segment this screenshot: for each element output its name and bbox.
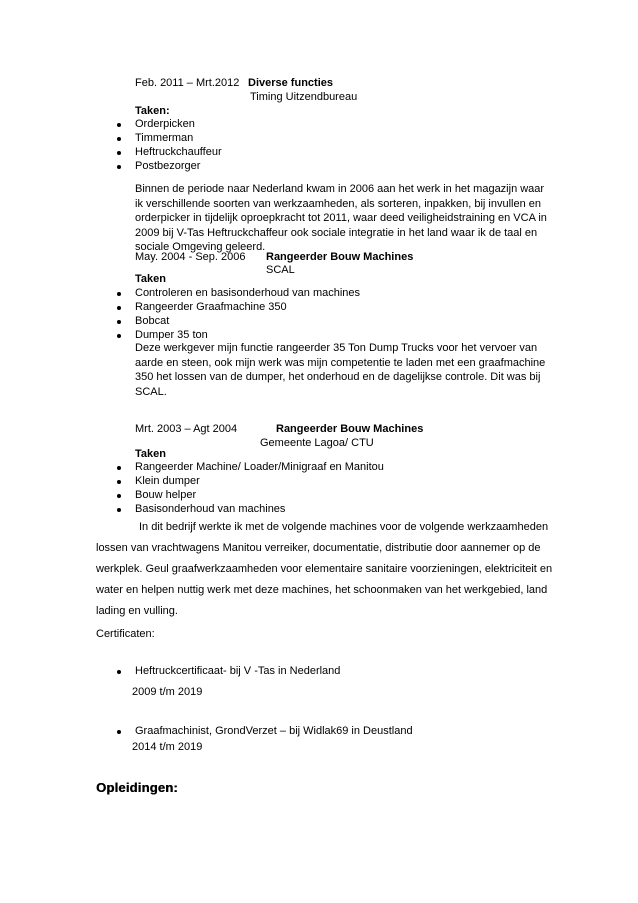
job-2-task: Controleren en basisonderhoud van machines (135, 287, 361, 299)
description-line: SCAL. (135, 385, 167, 398)
bullet-icon (117, 670, 121, 674)
job-3-task: Rangeerder Machine/ Loader/Minigraaf en Manitou (135, 461, 384, 473)
description-line: aarde en steen, ook mijn werk was mijn competentie te laden met een graafmachine (135, 356, 546, 369)
job-2-task: Bobcat (135, 315, 170, 327)
bullet-icon (117, 320, 121, 324)
job-2-title: Rangeerder Bouw Machines (266, 251, 414, 263)
bullet-icon (117, 123, 121, 127)
job-2-period: May. 2004 - Sep. 2006 (135, 251, 246, 263)
job-3-description (96, 538, 552, 622)
job-2-employer: SCAL (266, 264, 295, 276)
job-1-task: Orderpicken (135, 118, 195, 130)
education-heading: Opleidingen: (96, 780, 178, 795)
bullet-icon (117, 151, 121, 155)
job-1-task: Heftruckchauffeur (135, 146, 222, 158)
job-3-description-first-line: In dit bedrijf werkte ik met de volgende machines voor de volgende werkzaamheden (139, 521, 549, 533)
job-2-task: Rangeerder Graafmachine 350 (135, 301, 287, 313)
description-line: 2009 bij V-Tas Heftruckchaffeur ook sociale integratie in het land waar ik de taal en (135, 226, 538, 239)
description-line: ik verschillende soorten van werkzaamheden, als sorteren, inpakken, bij invullen en (135, 197, 542, 210)
job-3-task: Basisonderhoud van machines (135, 503, 286, 515)
job-3-task: Klein dumper (135, 475, 200, 487)
bullet-icon (117, 165, 121, 169)
bullet-icon (117, 480, 121, 484)
certificate-period: 2014 t/m 2019 (132, 741, 203, 753)
job-1-task: Timmerman (135, 132, 194, 144)
job-3-employer: Gemeente Lagoa/ CTU (260, 437, 374, 449)
job-1-task: Postbezorger (135, 160, 201, 172)
bullet-icon (117, 508, 121, 512)
description-line: werkplek. Geul graafwerkzaamheden voor elementaire sanitaire voorzieningen, elektriciteit en (96, 563, 553, 575)
bullet-icon (117, 292, 121, 296)
job-2-tasks-label: Taken (135, 273, 166, 285)
job-1-employer: Timing Uitzendbureau (250, 91, 358, 103)
job-1-title: Diverse functies (248, 77, 333, 89)
bullet-icon (117, 137, 121, 141)
bullet-icon (117, 466, 121, 470)
description-line: lossen van vrachtwagens Manitou verreiker, documentatie, distributie door aannemer op de (96, 542, 541, 554)
description-line: lading en vulling. (96, 605, 178, 617)
job-3-tasks-label: Taken (135, 448, 166, 460)
certificate-name: Graafmachinist, GrondVerzet – bij Widlak69 in Deustland (135, 725, 413, 737)
job-1-tasks-label: Taken: (135, 105, 170, 117)
certificate-period: 2009 t/m 2019 (132, 686, 203, 698)
description-line: 350 het lossen van de dumper, het onderhoud en de dagelijkse controle. Dit was bij (135, 371, 541, 383)
job-3-task: Bouw helper (135, 489, 197, 501)
description-line: water en helpen nuttig werk met deze machines, het schoonmaken van het werkgebied, land (96, 584, 548, 596)
description-line: Binnen de periode naar Nederland kwam in 2006 aan het werk in het magazijn waar (135, 183, 545, 195)
description-line: Deze werkgever mijn functie rangeerder 35 Ton Dump Trucks voor het vervoer van (135, 342, 538, 354)
job-3-period: Mrt. 2003 – Agt 2004 (135, 423, 238, 435)
job-2-task: Dumper 35 ton (135, 329, 208, 341)
job-3-title: Rangeerder Bouw Machines (276, 423, 424, 435)
certificates-heading: Certificaten: (96, 628, 155, 640)
job-1-description (135, 182, 547, 255)
certificate-name: Heftruckcertificaat- bij V -Tas in Nederland (135, 665, 341, 677)
bullet-icon (117, 334, 121, 338)
job-2-description (135, 341, 545, 399)
job-1-period: Feb. 2011 – Mrt.2012 (135, 77, 240, 89)
bullet-icon (117, 494, 121, 498)
description-line: sociale Omgeving geleerd. (135, 241, 266, 253)
description-line: orderpicker in tijdelijk oproepkracht tot 2011, waar deed veiligheidstraining en VCA in (135, 212, 547, 224)
bullet-icon (117, 306, 121, 310)
bullet-icon (117, 730, 121, 734)
